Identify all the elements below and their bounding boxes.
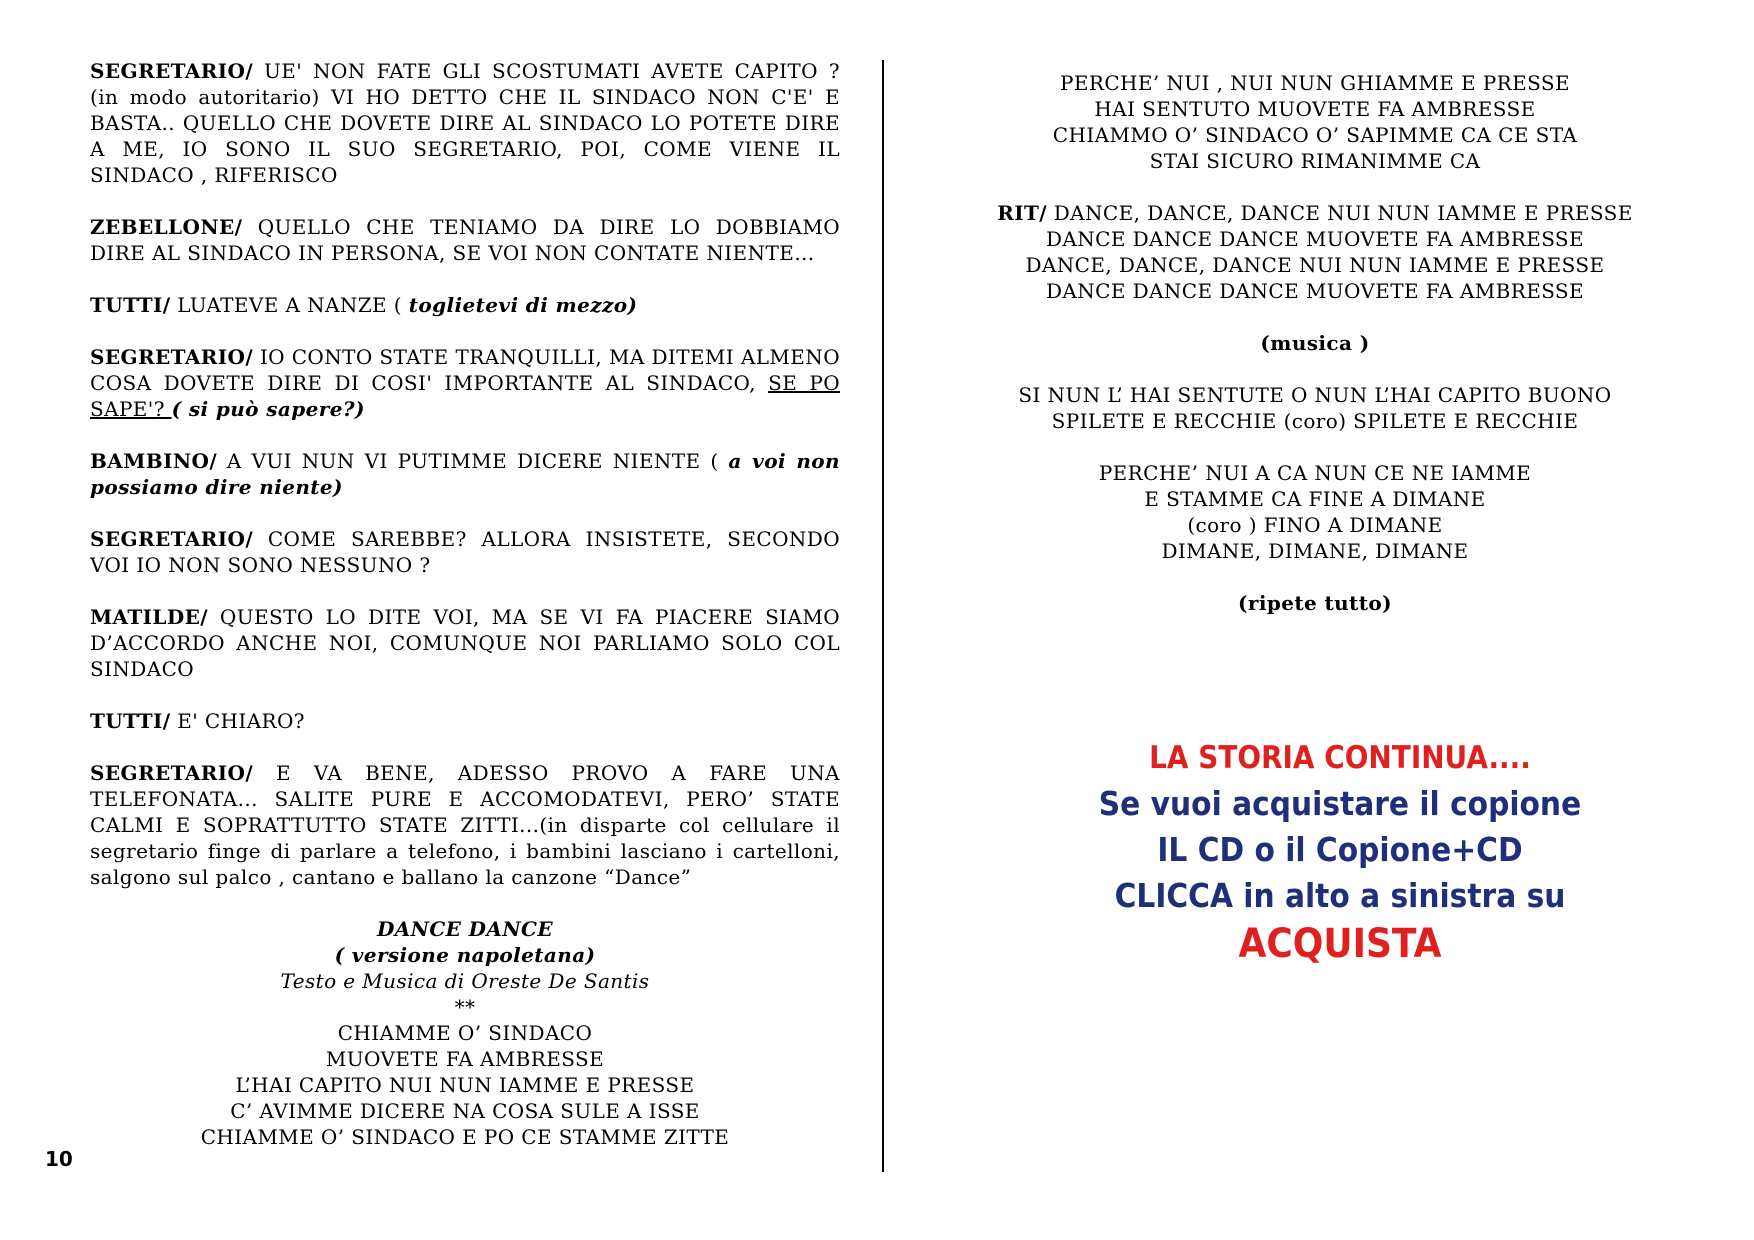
left-column	[90, 58, 840, 1150]
lyric-line: DANCE, DANCE, DANCE NUI NUN IAMME E PRESSE	[1025, 253, 1605, 277]
song-block	[90, 916, 840, 1150]
dialogue-paragraph	[90, 292, 840, 318]
lyric-line: E STAMME CA FINE A DIMANE	[1144, 487, 1486, 511]
lyric-line: MUOVETE FA AMBRESSE	[325, 1047, 605, 1071]
speaker-name: SEGRETARIO/	[90, 345, 254, 369]
underlined-text: SE PO SAPE'?	[90, 371, 840, 421]
dialogue-paragraph	[90, 760, 840, 890]
chorus-first-line	[975, 200, 1655, 226]
right-column	[975, 70, 1655, 616]
lyric-line: CHIAMME O’ SINDACO	[337, 1021, 593, 1045]
dialogue-paragraph	[90, 344, 840, 422]
purchase-promo[interactable]	[1088, 735, 1592, 969]
speaker-name: TUTTI/	[90, 709, 171, 733]
dialogue-text: COME SAREBBE? ALLORA INSISTETE, SECONDO VOI IO NON SONO NESSUNO ?	[90, 527, 840, 577]
dialogue-text: IO CONTO STATE TRANQUILLI, MA DITEMI ALMENO COSA DOVETE DIRE DI COSI' IMPORTANTE AL SINDACO,	[90, 345, 840, 395]
repeat-cue: (ripete tutto)	[1238, 591, 1392, 615]
dialogue-text: E VA BENE, ADESSO PROVO A FARE UNA TELEFONATA... SALITE PURE E ACCOMODATEVI, PERO’ STATE CALMI E SOPRATTUTTO STATE ZITTI...(in disparte col cellulare il segretario finge di parlare a telefono, i bambini lasciano i cartelloni, salgono sul palco , cantano e ballano la canzone “Dance”	[90, 761, 840, 889]
song-separator: **	[454, 995, 476, 1019]
dialogue-text: UE' NON FATE GLI SCOSTUMATI AVETE CAPITO ? (in modo autoritario) VI HO DETTO CHE IL SINDACO NON C'E' E BASTA.. QUELLO CHE DOVETE DIRE AL SINDACO LO POTETE DIRE A ME, IO SONO IL SUO SEGRETARIO, POI, COME VIENE IL SINDACO , RIFERISCO	[90, 59, 840, 187]
speaker-name: SEGRETARIO/	[90, 527, 254, 551]
song-credits: Testo e Musica di Oreste De Santis	[280, 969, 650, 993]
dialogue-text: A VUI NUN VI PUTIMME DICERE NIENTE (	[217, 449, 729, 473]
speaker-name: BAMBINO/	[90, 449, 218, 473]
chorus-label: RIT/	[997, 201, 1047, 225]
lyric-line: DIMANE, DIMANE, DIMANE	[1161, 539, 1469, 563]
acquista-link[interactable]: ACQUISTA	[1238, 921, 1442, 967]
column-divider	[882, 60, 884, 1172]
lyric-line: SPILETE E RECCHIE (coro) SPILETE E RECCHIE	[1051, 409, 1579, 433]
lyric-line: SI NUN L’ HAI SENTUTE O NUN L’HAI CAPITO BUONO	[1018, 383, 1612, 407]
stage-note: ( si può sapere?)	[171, 397, 365, 421]
lyric-line: PERCHE’ NUI , NUI NUN GHIAMME E PRESSE	[1060, 71, 1570, 95]
speaker-name: TUTTI/	[90, 293, 171, 317]
lyric-line: CHIAMMO O’ SINDACO O’ SAPIMME CA CE STA	[1052, 123, 1578, 147]
dialogue-text: QUELLO CHE TENIAMO DA DIRE LO DOBBIAMO DIRE AL SINDACO IN PERSONA, SE VOI NON CONTATE NIENTE…	[90, 215, 840, 265]
dialogue-paragraph	[90, 526, 840, 578]
lyric-line: L’HAI CAPITO NUI NUN IAMME E PRESSE	[235, 1073, 695, 1097]
lyric-text: DANCE, DANCE, DANCE NUI NUN IAMME E PRESSE	[1046, 201, 1633, 225]
dialogue-text: E' CHIARO?	[170, 709, 305, 733]
lyric-line: STAI SICURO RIMANIMME CA	[1149, 149, 1481, 173]
song-subtitle: ( versione napoletana)	[334, 943, 596, 967]
lyric-line: CHIAMME O’ SINDACO E PO CE STAMME ZITTE	[200, 1125, 730, 1149]
song-title: DANCE DANCE	[377, 917, 553, 941]
lyric-line: HAI SENTUTO MUOVETE FA AMBRESSE	[1094, 97, 1536, 121]
speaker-name: MATILDE/	[90, 605, 208, 629]
promo-line: CLICCA in alto a sinistra su	[1114, 876, 1566, 915]
music-cue: (musica )	[1260, 331, 1370, 355]
dialogue-paragraph	[90, 604, 840, 682]
lyric-line: DANCE DANCE DANCE MUOVETE FA AMBRESSE	[1045, 227, 1585, 251]
dialogue-paragraph	[90, 708, 840, 734]
lyric-line: PERCHE’ NUI A CA NUN CE NE IAMME	[1098, 461, 1532, 485]
speaker-name: SEGRETARIO/	[90, 761, 254, 785]
lyric-line: C’ AVIMME DICERE NA COSA SULE A ISSE	[230, 1099, 700, 1123]
dialogue-paragraph	[90, 448, 840, 500]
lyric-line: DANCE DANCE DANCE MUOVETE FA AMBRESSE	[1045, 279, 1585, 303]
stage-note: a voi non possiamo dire niente)	[90, 449, 840, 499]
promo-headline: LA STORIA CONTINUA....	[1149, 740, 1531, 776]
dialogue-paragraph	[90, 214, 840, 266]
speaker-name: SEGRETARIO/	[90, 59, 254, 83]
lyric-line: (coro ) FINO A DIMANE	[1187, 513, 1443, 537]
stage-note: toglietevi di mezzo)	[408, 293, 638, 317]
dialogue-text: QUESTO LO DITE VOI, MA SE VI FA PIACERE SIAMO D’ACCORDO ANCHE NOI, COMUNQUE NOI PARLIAMO SOLO COL SINDACO	[90, 605, 840, 681]
promo-line: Se vuoi acquistare il copione	[1098, 784, 1582, 823]
promo-line: IL CD o il Copione+CD	[1157, 830, 1523, 869]
dialogue-text: LUATEVE A NANZE (	[170, 293, 409, 317]
page-number: 10	[45, 1147, 73, 1171]
speaker-name: ZEBELLONE/	[90, 215, 243, 239]
dialogue-paragraph	[90, 58, 840, 188]
